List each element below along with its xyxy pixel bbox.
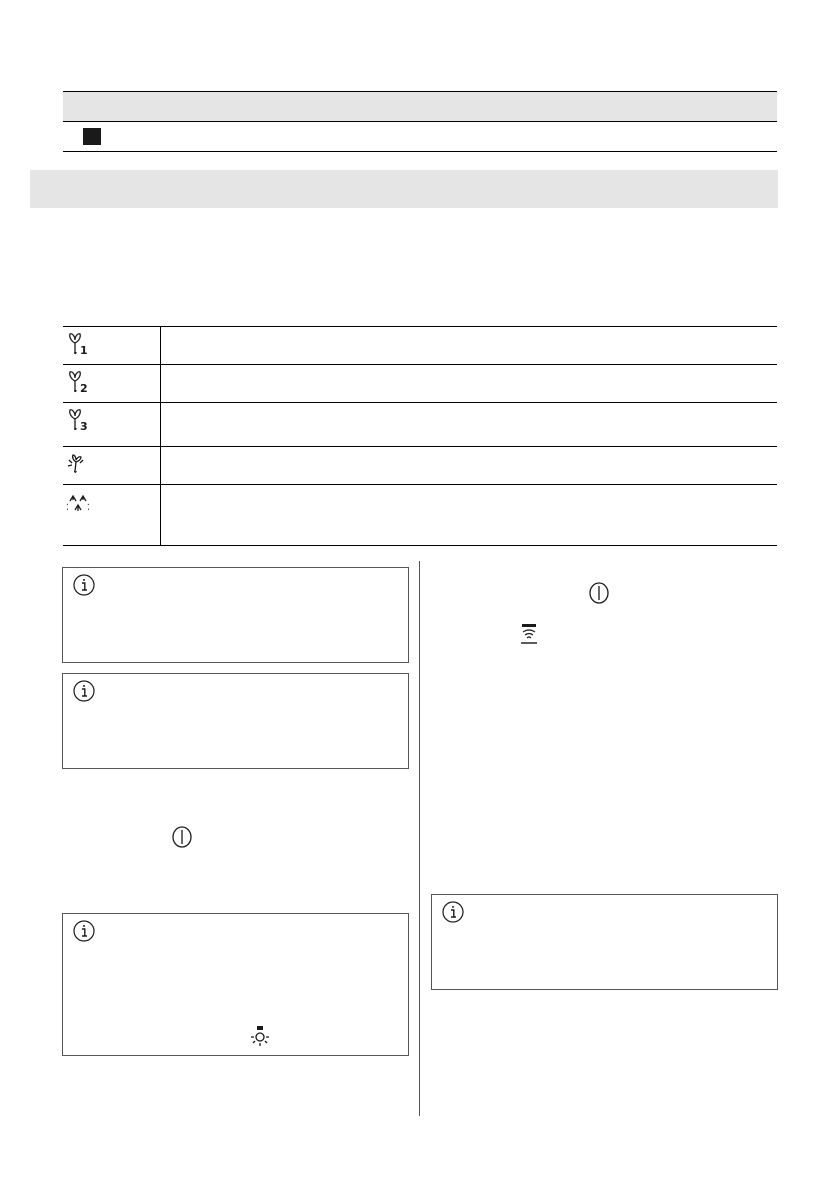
table-rule xyxy=(63,545,777,546)
info-icon xyxy=(442,901,464,923)
column-divider xyxy=(419,561,420,1116)
info-note-box xyxy=(62,673,409,769)
breeze-icon xyxy=(63,488,97,518)
info-note-box xyxy=(431,894,778,990)
table-rule xyxy=(63,402,777,403)
fan-boost-icon xyxy=(63,450,97,480)
hob2hood-icon xyxy=(520,623,538,645)
info-icon xyxy=(73,680,95,702)
info-icon xyxy=(73,920,95,942)
table-row xyxy=(63,450,103,480)
table-row xyxy=(63,368,103,398)
fan-speed-2-icon xyxy=(63,368,97,398)
black-square-icon xyxy=(83,128,101,145)
fan-index-label: 1 xyxy=(80,344,88,357)
fan-speed-3-icon xyxy=(63,406,97,436)
info-note-box xyxy=(62,567,409,663)
info-icon xyxy=(73,574,95,596)
table-row xyxy=(63,488,103,518)
table-column-rule xyxy=(160,326,161,546)
table-header xyxy=(63,91,777,122)
power-icon xyxy=(171,825,193,849)
table-rule xyxy=(63,364,777,365)
fan-speed-1-icon xyxy=(63,330,97,360)
fan-index-label: 2 xyxy=(80,382,88,395)
light-icon xyxy=(249,1025,271,1047)
table-row xyxy=(63,330,103,360)
fan-index-label: 3 xyxy=(80,420,88,433)
table-row xyxy=(63,406,103,436)
table-rule xyxy=(63,446,777,447)
table-rule xyxy=(63,484,777,485)
section-title-band xyxy=(30,170,778,208)
table-rule xyxy=(63,326,777,327)
power-icon xyxy=(588,581,610,605)
info-note-box xyxy=(62,913,409,1056)
table-row xyxy=(63,121,777,152)
